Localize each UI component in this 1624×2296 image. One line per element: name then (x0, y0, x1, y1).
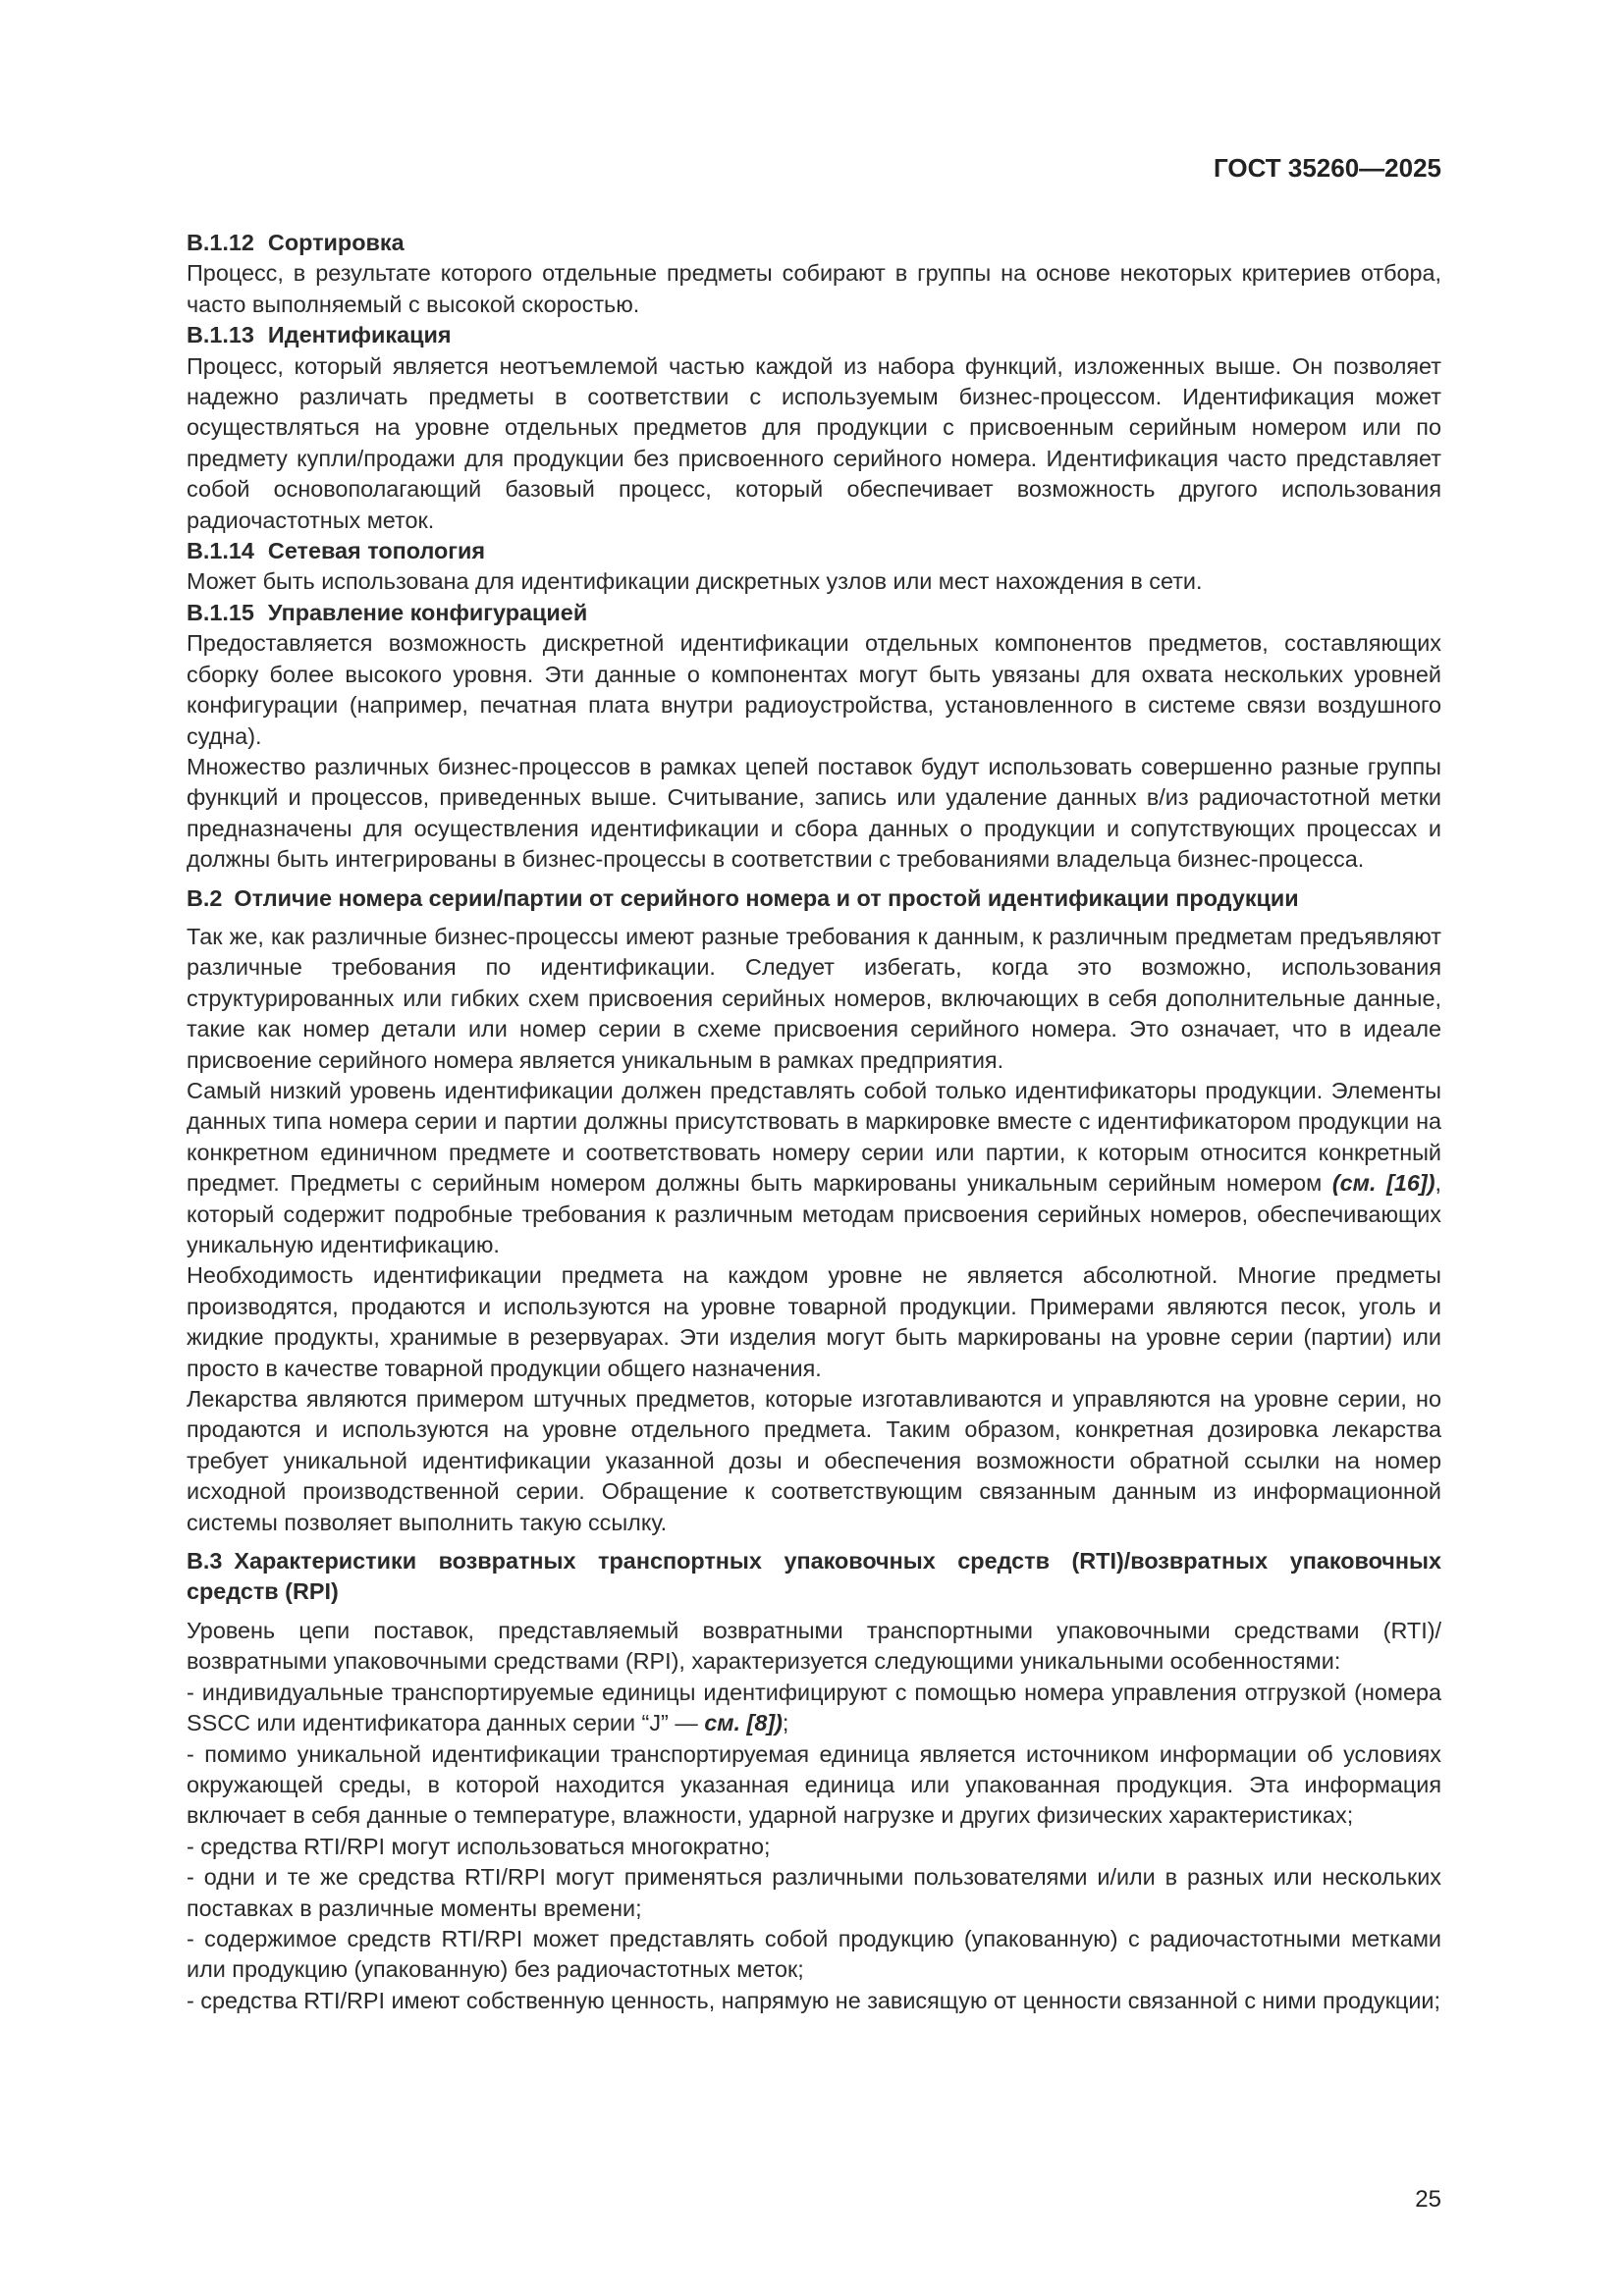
paragraph: Может быть использована для идентификации дискретных узлов или мест нахождения в сети. (187, 568, 1203, 595)
paragraph: Необходимость идентификации предмета на каждом уровне не является абсолютной. Многие предметы производятся, продаются и используются на уровне товарной продукции. Примерами являются песок, уголь и жидкие продукты, хранимые в резервуарах. Эти изделия могут быть маркированы на уровне серии (партии) или просто в качестве товарной продукции общего назначения. (187, 1262, 1441, 1381)
section-title: Отличие номера серии/партии от серийного номера и от простой идентификации продукции (234, 884, 1299, 911)
subsection-number: B.1.14 (187, 538, 254, 564)
document-header: ГОСТ 35260—2025 (1214, 153, 1441, 183)
paragraph-text: ; (782, 1710, 789, 1736)
bibliography-reference: (см. [16]) (1331, 1170, 1435, 1197)
paragraph: Лекарства являются примером штучных предметов, которые изготавливаются и управляются на уровне серии, но продаются и используются на уровне отдельного предмета. Таким образом, конкретная дозировка лекарства требует уникальной идентификации указанной дозы и обеспечения возможности обратной ссылки на номер исходной производственной серии. Обращение к соответствующим связанным данным из информационной системы позволяет выполнить такую ссылку. (187, 1386, 1441, 1535)
paragraph: - средства RTI/RPI могут использоваться многократно; (187, 1833, 771, 1859)
paragraph: Уровень цепи поставок, представляемый возвратными транспортными упаковочными средствами (RTI)/возвратными упаковочными средствами (RPI), характеризуется следующими уникальными особенностями: (187, 1617, 1441, 1675)
section-number: B.2 (187, 884, 223, 911)
paragraph: Процесс, в результате которого отдельные предметы собирают в группы на основе некоторых критериев отбора, часто выполняемый с высокой скоростью. (187, 260, 1441, 317)
subsection-heading (187, 536, 1441, 566)
page-number: 25 (1415, 2186, 1441, 2213)
paragraph-text: Самый низкий уровень идентификации должен представлять собой только идентификаторы продукции. Элементы данных типа номера серии и партии должны присутствовать в маркировке вместе с идентификатором продукции на конкретном единичном предмете и соответствовать номеру серии или партии, к которым относится конкретный предмет. Предметы с серийным номером должны быть маркированы уникальным серийным номером (187, 1077, 1441, 1197)
subsection-title: Сетевая топология (267, 538, 486, 564)
paragraph: Процесс, который является неотъемлемой частью каждой из набора функций, изложенных выше. Он позволяет надежно различать предметы в соответствии с используемым бизнес-процессом. Идентификация может осуществляться на уровне отдельных предметов для продукции с присвоенным серийным номером или по предмету купли/продажи для продукции без присвоенного серийного номера. Идентификация часто представляет собой основополагающий базовый процесс, который обеспечивает возможность другого использования радиочастотных меток. (187, 352, 1441, 533)
document-body (187, 228, 1441, 2016)
subsection-heading (187, 228, 1441, 258)
paragraph: - средства RTI/RPI имеют собственную ценность, напрямую не зависящую от ценности связанной с ними продукции; (187, 1987, 1440, 2013)
section-title: Характеристики возвратных транспортных упаковочных средств (RTI)/возвратных упаковочных средств (RPI) (187, 1548, 1441, 1605)
paragraph: Предоставляется возможность дискретной идентификации отдельных компонентов предметов, составляющих сборку более высокого уровня. Эти данные о компонентах могут быть увязаны для охвата нескольких уровней конфигурации (например, печатная плата внутри радиоустройства, установленного в системе связи воздушного судна). (187, 630, 1441, 749)
paragraph: Множество различных бизнес-процессов в рамках цепей поставок будут использовать совершенно разные группы функций и процессов, приведенных выше. Считывание, запись или удаление данных в/из радиочастотной метки предназначены для осуществления идентификации и сбора данных о продукции и сопутствующих процессах и должны быть интегрированы в бизнес-процессы в соответствии с требованиями владельца бизнес-процесса. (187, 753, 1441, 873)
paragraph: - одни и те же средства RTI/RPI могут применяться различными пользователями и/или в разных или нескольких поставках в различные моменты времени; (187, 1864, 1441, 1921)
section-number: B.3 (187, 1548, 223, 1575)
subsection-title: Управление конфигурацией (267, 599, 588, 625)
section-heading (187, 883, 1441, 914)
subsection-title: Идентификация (267, 322, 452, 348)
subsection-number: B.1.15 (187, 599, 254, 625)
subsection-number: B.1.12 (187, 230, 254, 255)
paragraph: - содержимое средств RTI/RPI может представлять собой продукцию (упакованную) с радиочастотными метками или продукцию (упакованную) без радиочастотных меток; (187, 1925, 1441, 1983)
paragraph: - помимо уникальной идентификации транспортируемая единица является источником информации об условиях окружающей среды, в которой находится указанная единица или упакованная продукция. Эта информация включает в себя данные о температуре, влажности, ударной нагрузке и других физических характеристиках; (187, 1740, 1441, 1829)
paragraph-text: - индивидуальные транспортируемые единицы идентифицируют с помощью номера управления отгрузкой (номера SSCC или идентификатора данных серии “J” — (187, 1679, 1441, 1736)
paragraph (187, 1678, 1441, 1739)
subsection-heading (187, 598, 1441, 628)
subsection-title: Сортировка (267, 230, 405, 255)
section-heading (187, 1546, 1441, 1608)
paragraph (187, 1076, 1441, 1260)
bibliography-reference: см. [8]) (704, 1710, 783, 1736)
paragraph: Так же, как различные бизнес-процессы имеют разные требования к данным, к различным предметам предъявляют различные требования по идентификации. Следует избегать, когда это возможно, использования структурированных или гибких схем присвоения серийных номеров, включающих в себя дополнительные данные, такие как номер детали или номер серии в схеме присвоения серийного номера. Это означает, что в идеале присвоение серийного номера является уникальным в рамках предприятия. (187, 923, 1441, 1073)
subsection-number: B.1.13 (187, 322, 254, 348)
subsection-heading (187, 320, 1441, 350)
paragraph-text: , который содержит подробные требования к различным методам присвоения серийных номеров, обеспечивающих уникальную идентификацию. (187, 1170, 1441, 1257)
